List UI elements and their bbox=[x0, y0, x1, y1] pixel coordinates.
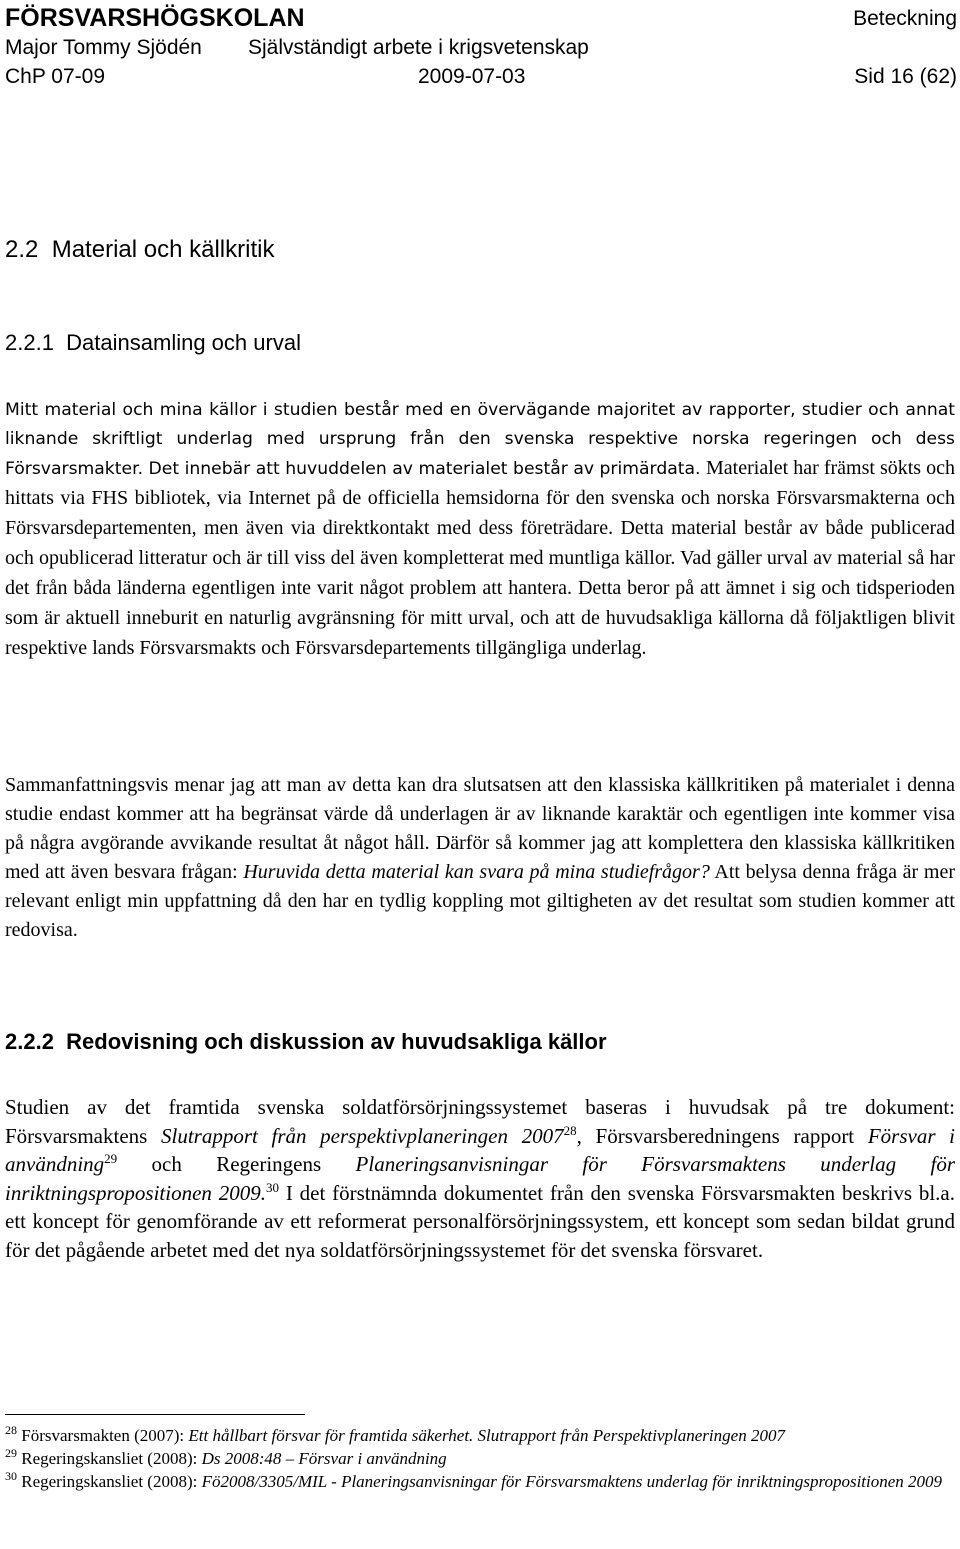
paragraph-summary bbox=[5, 771, 955, 945]
footnote-text: Försvarsmakten (2007): bbox=[17, 1426, 189, 1445]
section-number: 2.2 bbox=[5, 236, 39, 263]
source-title-2: Försvar i användning bbox=[5, 1123, 955, 1176]
summary-text-end: Att belysa denna fråga är mer relevant enligt min uppfattning då den har en tydlig koppling mot giltigheten av det resultat som studien kommer att redovisa. bbox=[5, 861, 955, 941]
footnote-number: 30 bbox=[5, 1469, 17, 1483]
footnote-text: Regeringskansliet (2008): bbox=[17, 1472, 202, 1491]
sources-text-1: Studien av det framtida svenska soldatförsörjningssystemet baseras i huvudsak på tre dokument: Försvarsmaktens bbox=[5, 1095, 955, 1148]
footnote-ref-30[interactable]: 30 bbox=[265, 1179, 279, 1195]
source-title-1: Slutrapport från perspektivplaneringen 2007 bbox=[160, 1123, 564, 1148]
source-title-3: Planeringsanvisningar för Försvarsmaktens underlag för inriktningspropositionen 2009. bbox=[5, 1152, 955, 1205]
footnote-ref-29[interactable]: 29 bbox=[104, 1151, 118, 1166]
page-number: Sid 16 (62) bbox=[854, 65, 957, 88]
research-question: Huruvida detta material kan svara på mina studiefrågor? bbox=[243, 861, 710, 883]
footnote-ref-28[interactable]: 28 bbox=[563, 1122, 577, 1138]
subsection-number: 2.2.1 bbox=[5, 330, 54, 355]
footnote-29 bbox=[5, 1447, 955, 1470]
footnote-number: 28 bbox=[5, 1423, 17, 1437]
footnote-title: Fö2008/3305/MIL - Planeringsanvisningar för Försvarsmaktens underlag för inriktningspropositionen 2009 bbox=[201, 1472, 943, 1491]
sources-text-3: och Regeringens bbox=[117, 1152, 356, 1176]
sources-text-4: I det förstnämnda dokumentet från den svenska Försvarsmakten beskrivs bl.a. ett koncept för genomförande av ett reformerat personalförsörjningssystem, ett koncept som sedan bildat grund för det pågående arbetet med det nya soldatförsörjningssystemet för det svenska försvaret. bbox=[5, 1180, 955, 1262]
paragraph-sans-part: Mitt material och mina källor i studien består med en övervägande majoritet av rapporter, studier och annat liknande skriftligt underlag med ursprung från den svenska respektive norska regeringen och dess Försvarsmakter. Det innebär att huvuddelen av materialet består av primärdata. bbox=[5, 400, 955, 479]
subsection-heading-2 bbox=[5, 1028, 607, 1056]
paragraph-sources bbox=[5, 1093, 955, 1264]
section-title: Material och källkritik bbox=[51, 236, 275, 263]
footnote-number: 29 bbox=[5, 1446, 17, 1460]
footnotes bbox=[5, 1424, 955, 1493]
subsection-number: 2.2.2 bbox=[5, 1029, 54, 1054]
paragraph-serif-part: Materialet har främst sökts och hittats via FHS bibliotek, via Internet på de officiella hemsidorna för den svenska och norska Försvarsmakterna och Försvarsdepartementen, men även via direktkontakt med dess företrädare. Detta material består av både publicerad och opublicerad litteratur och är till viss del även kompletterat med muntliga källor. Vad gäller urval av material så har det från båda länderna egentligen inte varit något problem att hantera. Detta beror på att ämnet i sig och tidsperioden som är aktuell inneburit en naturlig avgränsning för mitt urval, och att de huvudsakliga källorna då följaktligen blivit respektive lands Försvarsmakts och Försvarsdepartements tillgängliga underlag. bbox=[5, 457, 956, 659]
footnote-title: Ds 2008:48 – Försvar i användning bbox=[201, 1449, 447, 1468]
footnote-text: Regeringskansliet (2008): bbox=[17, 1449, 202, 1468]
document-date: 2009-07-03 bbox=[418, 65, 526, 88]
subsection-title: Datainsamling och urval bbox=[66, 330, 301, 355]
section-heading bbox=[5, 235, 274, 265]
institution-name: FÖRSVARSHÖGSKOLAN bbox=[5, 4, 305, 32]
program-code: ChP 07-09 bbox=[5, 65, 106, 88]
work-type: Självständigt arbete i krigsvetenskap bbox=[248, 36, 589, 59]
page-header bbox=[5, 4, 957, 91]
summary-text-start: Sammanfattningsvis menar jag att man av detta kan dra slutsatsen att den klassiska källkritiken på materialet i denna studie endast kommer att ha begränsat värde då underlagen är av liknande karaktär och egentligen inte kommer visa på några avgörande avvikande resultat åt något håll. Därför så kommer jag att komplettera den klassiska källkritiken med att även besvara frågan: bbox=[5, 774, 955, 883]
footnote-divider bbox=[5, 1414, 305, 1415]
sources-text-2: , Försvarsberedningens rapport bbox=[576, 1123, 868, 1148]
footnote-title: Ett hållbart försvar för framtida säkerhet. Slutrapport från Perspektivplaneringen 2007 bbox=[188, 1426, 785, 1445]
subsection-title: Redovisning och diskussion av huvudsakliga källor bbox=[66, 1029, 607, 1054]
paragraph-data-collection bbox=[5, 396, 955, 664]
author-name: Major Tommy Sjödén bbox=[5, 36, 202, 59]
designation-label: Beteckning bbox=[853, 7, 957, 30]
subsection-heading-1 bbox=[5, 329, 301, 357]
footnote-28 bbox=[5, 1424, 955, 1447]
footnote-30 bbox=[5, 1470, 955, 1493]
